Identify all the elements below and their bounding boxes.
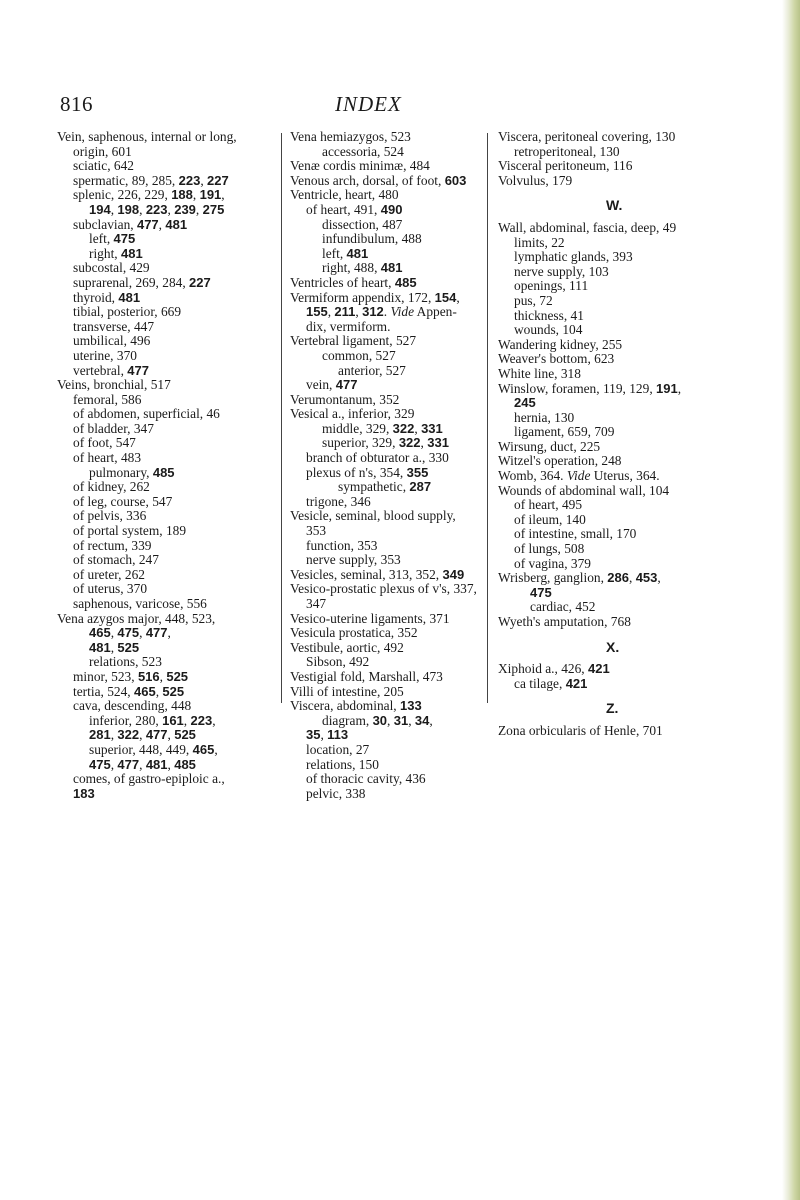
index-subentry: cardiac, 452 [530, 599, 596, 615]
index-subentry: minor, 523, 516, 525 [73, 668, 189, 684]
index-subentry: vein, 477 [306, 377, 358, 393]
index-entry: Veins, bronchial, 517 [57, 377, 171, 393]
index-subentry: vertebral, 477 [73, 362, 149, 378]
column-divider [281, 133, 282, 703]
index-subentry: Sibson, 492 [306, 654, 370, 670]
index-subentry: tertia, 524, 465, 525 [73, 683, 185, 699]
index-subentry: 155, 211, 312. Vide Appen- [306, 304, 457, 320]
index-subentry: retroperitoneal, 130 [514, 143, 620, 159]
index-entry: Vein, saphenous, internal or long, [57, 129, 237, 144]
index-subentry: of kidney, 262 [73, 479, 150, 495]
index-subentry: 35, 113 [306, 727, 349, 743]
index-subentry: of heart, 483 [73, 450, 142, 466]
index-subentry: pus, 72 [514, 292, 553, 308]
index-entry: Vermiform appendix, 172, 154, [290, 289, 460, 305]
index-subentry: cava, descending, 448 [73, 698, 192, 714]
index-subentry: dix, vermiform. [306, 318, 391, 334]
index-subentry: location, 27 [306, 741, 370, 757]
index-subentry: limits, 22 [514, 234, 565, 250]
index-subentry: of foot, 547 [73, 435, 136, 451]
index-entry: Vesicula prostatica, 352 [290, 625, 418, 641]
index-subentry: branch of obturator a., 330 [306, 450, 449, 466]
index-subentry: 481, 525 [89, 639, 140, 655]
index-subentry: relations, 150 [306, 756, 379, 772]
index-entry: Vesico-prostatic plexus of v's, 337, [290, 581, 477, 597]
index-subentry: of vagina, 379 [514, 555, 591, 571]
index-subentry: of portal system, 189 [73, 523, 187, 539]
index-entry: Venous arch, dorsal, of foot, 603 [290, 172, 467, 188]
index-subentry: sympathetic, 287 [338, 479, 432, 495]
index-subentry: left, 475 [89, 231, 136, 247]
index-entry: Vestibule, aortic, 492 [290, 639, 404, 655]
index-subentry: of leg, course, 547 [73, 493, 173, 509]
index-entry: Viscera, peritoneal covering, 130 [498, 129, 676, 144]
index-subentry: of abdomen, superficial, 46 [73, 406, 220, 422]
index-entry: Wyeth's amputation, 768 [498, 614, 631, 629]
index-subentry: function, 353 [306, 537, 378, 553]
index-subentry: comes, of gastro-epiploic a., [73, 771, 225, 787]
index-subentry: right, 488, 481 [322, 260, 403, 276]
index-subentry: 183 [73, 785, 95, 801]
index-subentry: femoral, 586 [73, 391, 142, 407]
index-entry: Wounds of abdominal wall, 104 [498, 482, 670, 498]
index-subentry: uterine, 370 [73, 347, 137, 363]
index-subentry: thickness, 41 [514, 307, 584, 323]
page-number: 816 [60, 92, 93, 116]
index-entry: Venæ cordis minimæ, 484 [290, 158, 430, 174]
index-subentry: lymphatic glands, 393 [514, 249, 633, 265]
index-entry: Vesicle, seminal, blood supply, [290, 508, 456, 524]
index-entry: Villi of intestine, 205 [290, 683, 404, 699]
index-subentry: openings, 111 [514, 278, 589, 294]
page-header [0, 92, 800, 122]
index-subentry: of ileum, 140 [514, 511, 586, 527]
index-subentry: superior, 448, 449, 465, [89, 741, 218, 757]
index-subentry: of stomach, 247 [73, 552, 159, 568]
index-entry: Viscera, abdominal, 133 [290, 698, 422, 714]
index-subentry: pulmonary, 485 [89, 464, 175, 480]
index-subentry: 347 [306, 596, 327, 611]
index-subentry: spermatic, 89, 285, 223, 227 [73, 172, 229, 188]
section-letter: Z. [606, 700, 619, 717]
index-subentry: of heart, 495 [514, 497, 583, 513]
index-subentry: suprarenal, 269, 284, 227 [73, 274, 211, 290]
index-subentry: sciatic, 642 [73, 158, 134, 174]
index-subentry: origin, 601 [73, 143, 132, 159]
index-subentry: of rectum, 339 [73, 537, 152, 553]
index-column-1 [57, 130, 272, 801]
index-subentry: of lungs, 508 [514, 541, 585, 557]
index-subentry: subcostal, 429 [73, 260, 150, 276]
index-subentry: subclavian, 477, 481 [73, 216, 188, 232]
index-subentry: 465, 475, 477, [89, 625, 171, 641]
index-entry: Volvulus, 179 [498, 172, 573, 188]
section-letter: X. [606, 638, 620, 655]
index-subentry: common, 527 [322, 347, 396, 363]
index-subentry: of ureter, 262 [73, 566, 145, 582]
index-subentry: pelvic, 338 [306, 785, 366, 801]
index-entry: Wrisberg, ganglion, 286, 453, [498, 570, 661, 586]
index-subentry: diagram, 30, 31, 34, [322, 712, 433, 728]
index-subentry: 194, 198, 223, 239, 275 [89, 201, 225, 217]
index-entry: Weaver's bottom, 623 [498, 351, 615, 367]
section-letter: W. [606, 197, 623, 214]
index-entry: Xiphoid a., 426, 421 [498, 661, 610, 677]
index-subentry: hernia, 130 [514, 409, 575, 425]
index-subentry: right, 481 [89, 245, 143, 261]
index-entry: Womb, 364. Vide Uterus, 364. [498, 468, 660, 484]
index-entry: Verumontanum, 352 [290, 391, 400, 407]
index-subentry: trigone, 346 [306, 493, 371, 509]
index-subentry: anterior, 527 [338, 362, 406, 378]
page-edge [782, 0, 800, 1200]
index-entry: Winslow, foramen, 119, 129, 191, [498, 380, 682, 396]
index-entry: Witzel's operation, 248 [498, 453, 622, 469]
index-subentry: wounds, 104 [514, 322, 583, 338]
index-entry: Zona orbicularis of Henle, 701 [498, 722, 663, 738]
index-subentry: 475, 477, 481, 485 [89, 756, 196, 772]
index-subentry: accessoria, 524 [322, 143, 404, 159]
index-entry: Vestigial fold, Marshall, 473 [290, 668, 443, 684]
index-subentry: nerve supply, 353 [306, 552, 401, 568]
index-subentry: of thoracic cavity, 436 [306, 771, 426, 787]
index-entry: Vesicles, seminal, 313, 352, 349 [290, 566, 465, 582]
index-subentry: of heart, 491, 490 [306, 201, 403, 217]
index-subentry: thyroid, 481 [73, 289, 141, 305]
index-subentry: 281, 322, 477, 525 [89, 727, 196, 743]
index-subentry: superior, 329, 322, 331 [322, 435, 449, 451]
index-subentry: 245 [514, 395, 536, 411]
index-subentry: of bladder, 347 [73, 420, 154, 436]
index-entry: Wirsung, duct, 225 [498, 438, 601, 454]
index-subentry: of uterus, 370 [73, 581, 148, 597]
index-subentry: saphenous, varicose, 556 [73, 596, 207, 611]
index-entry: Ventricle, heart, 480 [290, 187, 399, 203]
page-title: INDEX [335, 92, 402, 116]
index-entry: Vertebral ligament, 527 [290, 333, 417, 349]
index-subentry: dissection, 487 [322, 216, 403, 232]
index-entry: Vesical a., inferior, 329 [290, 406, 415, 422]
index-entry: Wandering kidney, 255 [498, 336, 623, 352]
index-entry: Ventricles of heart, 485 [290, 274, 417, 290]
index-subentry: plexus of n's, 354, 355 [306, 464, 429, 480]
index-entry: Vesico-uterine ligaments, 371 [290, 610, 450, 626]
index-column-3 [498, 130, 748, 739]
index-entry: Vena azygos major, 448, 523, [57, 610, 216, 626]
index-subentry: of pelvis, 336 [73, 508, 147, 524]
index-subentry: 353 [306, 523, 327, 539]
index-subentry: relations, 523 [89, 654, 162, 670]
index-subentry: splenic, 226, 229, 188, 191, [73, 187, 225, 203]
index-subentry: middle, 329, 322, 331 [322, 420, 443, 436]
index-subentry: nerve supply, 103 [514, 263, 609, 279]
index-subentry: 475 [530, 584, 552, 600]
index-subentry: ca tilage, 421 [514, 675, 588, 691]
index-entry: Wall, abdominal, fascia, deep, 49 [498, 219, 677, 235]
index-subentry: inferior, 280, 161, 223, [89, 712, 216, 728]
index-column-2 [290, 130, 490, 801]
index-subentry: umbilical, 496 [73, 333, 151, 349]
index-subentry: of intestine, small, 170 [514, 526, 637, 542]
index-subentry: tibial, posterior, 669 [73, 304, 182, 320]
index-entry: White line, 318 [498, 365, 581, 381]
index-subentry: left, 481 [322, 245, 369, 261]
index-subentry: ligament, 659, 709 [514, 424, 615, 440]
index-entry: Vena hemiazygos, 523 [290, 129, 411, 144]
index-subentry: transverse, 447 [73, 318, 155, 334]
index-subentry: infundibulum, 488 [322, 231, 422, 247]
index-entry: Visceral peritoneum, 116 [498, 158, 633, 174]
